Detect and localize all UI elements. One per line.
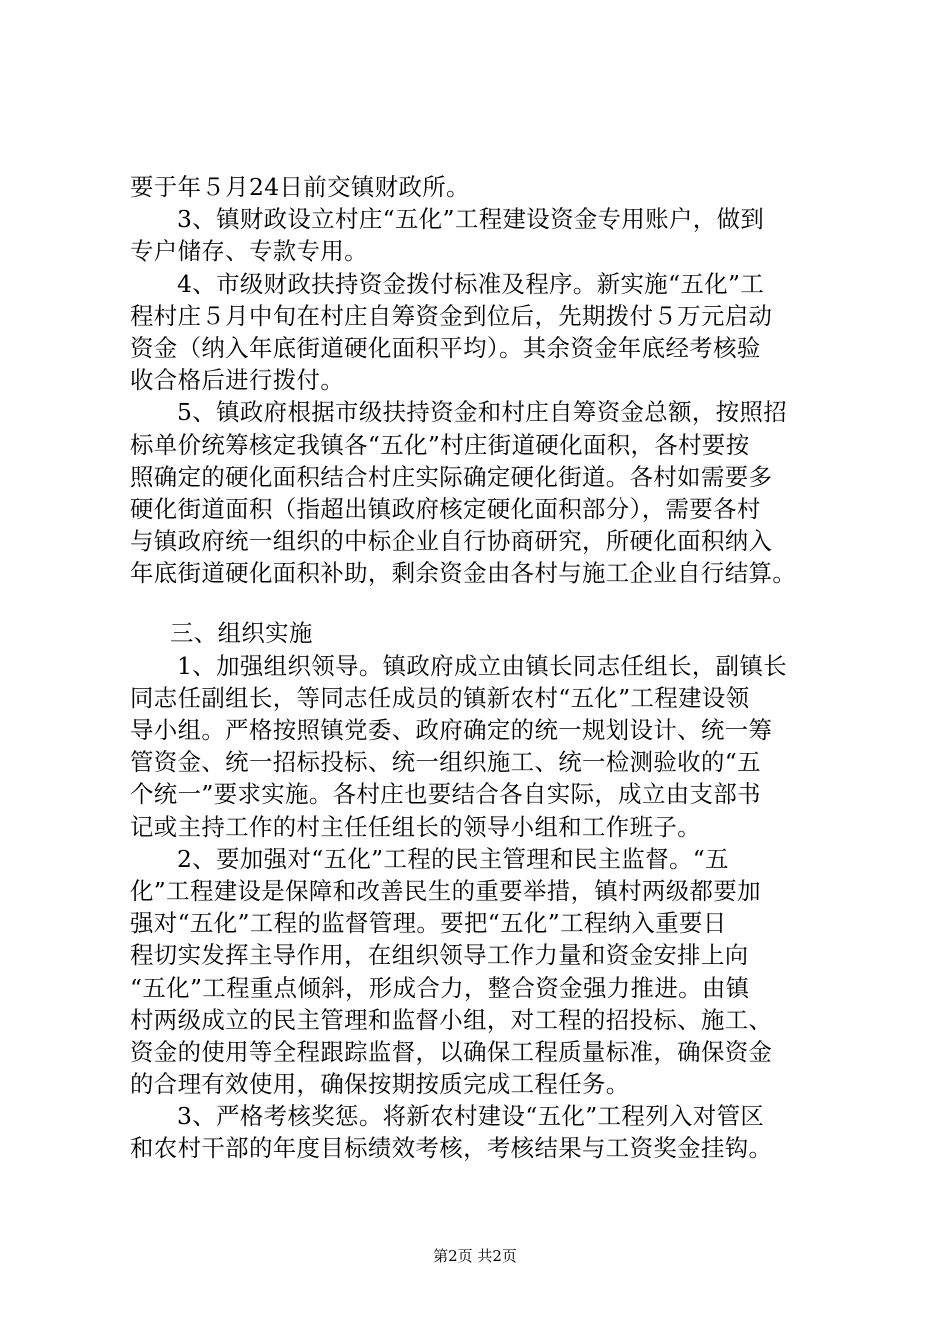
text-line: 标单价统筹核定我镇各“五化”村庄街道硬化面积，各村要按 bbox=[130, 430, 750, 459]
text-line: 资金的使用等全程跟踪监督，以确保工程质量标准，确保资金 bbox=[130, 1037, 773, 1066]
paragraph-first-line: 3、严格考核奖惩。将新农村建设“五化”工程列入对管区 bbox=[177, 1102, 765, 1131]
text-line: 程村庄５月中旬在村庄自筹资金到位后，先期拨付５万元启动 bbox=[130, 301, 773, 330]
text-line: 强对“五化”工程的监督管理。要把“五化”工程纳入重要日 bbox=[130, 909, 727, 938]
text-line: 硬化街道面积（指超出镇政府核定硬化面积部分），需要各村 bbox=[130, 494, 761, 523]
page-footer: 第2页 共2页 bbox=[433, 1247, 517, 1265]
text-line: 导小组。严格按照镇党委、政府确定的统一规划设计、统一筹 bbox=[130, 716, 773, 744]
paragraph-first-line: 1、加强组织领导。镇政府成立由镇长同志任组长，副镇长 bbox=[177, 651, 788, 680]
paragraph-first-line: 4、市级财政扶持资金拨付标准及程序。新实施“五化”工 bbox=[177, 269, 765, 298]
text-line: 个统一”要求实施。各村庄也要结合各自实际，成立由支部书 bbox=[130, 780, 761, 809]
text-line: 照确定的硬化面积结合村庄实际确定硬化街道。各村如需要多 bbox=[130, 462, 773, 491]
text-line: 的合理有效使用，确保按期按质完成工程任务。 bbox=[130, 1070, 630, 1099]
text-line: 资金（纳入年底街道硬化面积平均）。其余资金年底经考核验 bbox=[130, 333, 761, 362]
text-line: 记或主持工作的村主任任组长的领导小组和工作班子。 bbox=[130, 812, 701, 841]
paragraph-first-line: 2、要加强对“五化”工程的民主管理和民主监督。“五 bbox=[177, 844, 729, 873]
text-line: 与镇政府统一组织的中标企业自行协商研究，所硬化面积纳入 bbox=[130, 527, 773, 556]
document-body bbox=[130, 171, 848, 1165]
text-line: 收合格后进行拨付。 bbox=[130, 366, 345, 395]
section-heading: 三、组织实施 bbox=[170, 619, 313, 648]
text-line: 和农村干部的年度目标绩效考核，考核结果与工资奖金挂钩。 bbox=[130, 1134, 773, 1163]
text-line: 要于年５月24日前交镇财政所。 bbox=[130, 173, 470, 201]
text-line: 同志任副组长，等同志任成员的镇新农村“五化”工程建设领 bbox=[130, 683, 750, 712]
text-line: 年底街道硬化面积补助，剩余资金由各村与施工企业自行结算。 bbox=[130, 559, 797, 588]
text-line: 专户储存、专款专用。 bbox=[130, 237, 368, 266]
paragraph-first-line: 5、镇政府根据市级扶持资金和村庄自筹资金总额，按照招 bbox=[177, 398, 788, 427]
text-line: 程切实发挥主导作用，在组织领导工作力量和资金安排上向 bbox=[130, 941, 749, 970]
paragraph-first-line: 3、镇财政设立村庄“五化”工程建设资金专用账户，做到 bbox=[177, 205, 765, 234]
text-line: 化”工程建设是保障和改善民生的重要举措，镇村两级都要加 bbox=[130, 876, 761, 905]
text-line: 村两级成立的民主管理和监督小组，对工程的招投标、施工、 bbox=[130, 1005, 773, 1034]
text-line: “五化”工程重点倾斜，形成合力，整合资金强力推进。由镇 bbox=[130, 973, 750, 1002]
text-line: 管资金、统一招标投标、统一组织施工、统一检测验收的“五 bbox=[130, 748, 761, 777]
paragraph-gap bbox=[130, 589, 848, 617]
